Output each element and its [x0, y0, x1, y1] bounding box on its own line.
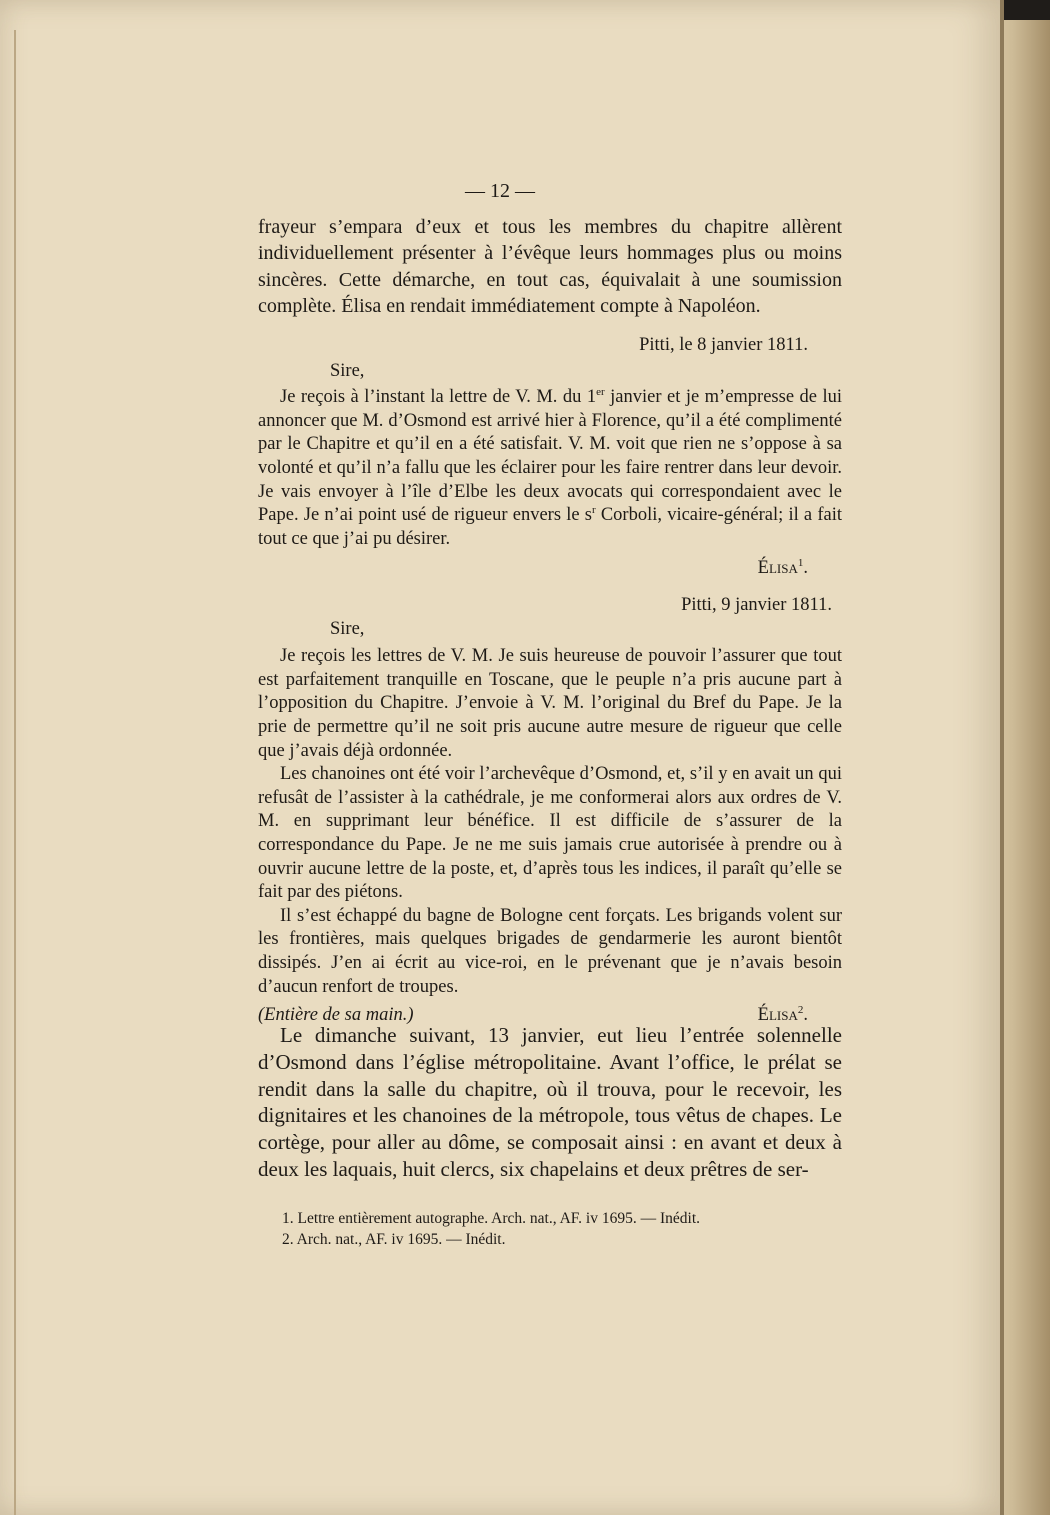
letter-1-dateline: Pitti, le 8 janvier 1811.	[639, 335, 808, 355]
closing-paragraph	[258, 1022, 842, 1183]
footnotes	[258, 1208, 842, 1250]
footnote-ref-1: 1	[797, 557, 804, 570]
letter-1-salutation: Sire,	[330, 360, 365, 381]
opening-paragraph	[258, 214, 842, 320]
closing-paragraph-text: Le dimanche suivant, 13 janvier, eut lieu l’entrée solennelle d’Osmond dans l’église métropolitaine. Avant l’office, le prélat se rendit dans la salle du chapitre, où il trouva, pour le recevoir, les dignitaires et les chanoines de la métropole, tous vêtus de chapes. Le cortège, pour aller au dôme, se composait ainsi : en avant et deux à deux les laquais, huit clercs, six chapelains et deux prêtres de ser-	[258, 1023, 842, 1181]
footnote-1: 1. Lettre entièrement autographe. Arch. nat., AF. iv 1695. — Inédit.	[282, 1210, 701, 1227]
letter-2-para-3: Il s’est échappé du bagne de Bologne cent forçats. Les brigands volent sur les frontières, mais quelques brigades de gendarmerie les auront bientôt dissipés. J’en ai écrit au vice-roi, en le prévenant que je n’avais besoin d’aucun renfort de troupes.	[258, 905, 842, 997]
letter-2-dateline: Pitti, 9 janvier 1811.	[681, 595, 832, 615]
opening-paragraph-text: frayeur s’empara d’eux et tous les membres du chapitre allèrent individuellement présenter à l’évêque leurs hommages plus ou moins sincères. Cette démarche, en tout cas, équivalait à une soumission complète. Élisa en rendait immédiatement compte à Napoléon.	[258, 216, 842, 318]
letter-2-salutation: Sire,	[330, 618, 365, 639]
page-edge-line	[1000, 0, 1004, 1515]
letter-2	[258, 594, 842, 1029]
gutter-line	[14, 30, 16, 1515]
letter-2-note: (Entière de sa main.)	[258, 1005, 414, 1026]
footnote-ref-2: 2	[797, 1003, 804, 1016]
letter-1-signature: Élisa$^1$.	[757, 557, 808, 579]
letter-2-para-2: Les chanoines ont été voir l’archevêque d’Osmond, et, s’il y en avait un qui refusât de l’assister à la cathédrale, je me conformerai alors aux ordres de V. M. en supprimant leur bénéfice. Il est difficile de s’assurer de la correspondance du Pape. Je ne me suis jamais crue autorisée à prendre ou à ouvrir aucune lettre de la poste, et, d’après tous les indices, il paraît qu’elle se fait par des piétons.	[258, 764, 842, 903]
letter-2-para-1: Je reçois les lettres de V. M. Je suis heureuse de pouvoir l’assurer que tout est parfaitement tranquille en Toscane, que le peuple n’a pris aucune part à l’opposition du Chapitre. J’envoie à V. M. l’original du Bref du Pape. Je la prie de permettre qu’il ne soit pris aucune autre mesure de rigueur que celle que j’avais déjà ordonnée.	[258, 646, 842, 761]
footnote-2: 2. Arch. nat., AF. iv 1695. — Inédit.	[282, 1231, 506, 1248]
letter-1-body: Je reçois à l’instant la lettre de V. M. du 1er janvier et je m’empresse de lui annoncer que M. d’Osmond est arrivé hier à Florence, qu’il a été complimenté par le Chapitre et qu’il en a été satisfait. V. M. voit que rien ne s’oppose à sa volonté et qu’il n’a fallu que les éclairer pour les faire rentrer dans leur devoir. Je vais envoyer à l’île d’Elbe les deux avocats qui correspondaient avec le Pape. Je n’ai point usé de rigueur envers le $s^r$ Corboli, vicaire-général; il a fait tout ce que j’ai pu désirer.	[258, 386, 842, 549]
letter-2-signature: Élisa$^2$.	[757, 1003, 808, 1026]
letter-1	[258, 334, 842, 581]
page-number: — 12 —	[465, 180, 535, 202]
